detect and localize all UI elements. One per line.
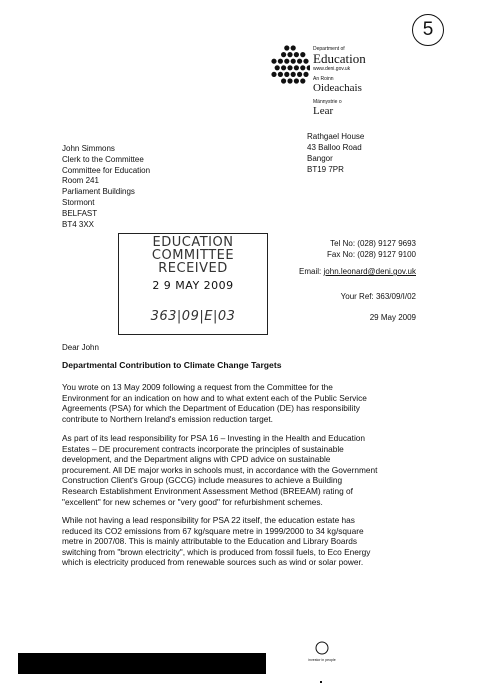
paragraph-line: development, and the Department aligns with CPD advice on sustainable xyxy=(62,454,331,465)
logo-dot xyxy=(297,72,302,77)
recipient-line: Parliament Buildings xyxy=(62,187,135,197)
paragraph-line: metre in 2007/08. This is mainly attributable to the Education and Library Boards xyxy=(62,536,358,547)
paragraph-line: Research Establishment Environment Assessment Method (BREEAM) rating of xyxy=(62,485,353,496)
footer-mark-text: investor in people xyxy=(308,658,336,662)
dept-ga-label: An Roinn xyxy=(313,76,334,82)
logo-dot xyxy=(300,65,305,70)
email-link[interactable]: john.leonard@deni.gov.uk xyxy=(323,267,416,276)
recipient-line: Clerk to the Committee xyxy=(62,154,144,164)
recipient-address xyxy=(62,144,150,230)
logo-dot xyxy=(275,65,280,70)
stamp-line-1: EDUCATION xyxy=(152,235,234,250)
email-row xyxy=(282,266,416,277)
paragraph-line: As part of its lead responsibility for PSA 16 – Investing in the Health and Education xyxy=(62,433,366,443)
page-number-circle: 5 xyxy=(412,14,444,46)
paragraph-line: You wrote on 13 May 2009 following a request from the Committee for the xyxy=(62,382,333,392)
logo-dot xyxy=(294,65,299,70)
paragraph-line: Environment for an indication on how and to what extent each of the Public Service xyxy=(62,392,367,403)
logo-dot xyxy=(291,59,296,64)
recipient-line: Room 241 xyxy=(62,176,99,186)
fax-number: Fax No: (028) 9127 9100 xyxy=(327,250,416,259)
recipient-line: Committee for Education xyxy=(62,165,151,175)
recipient-line: Stormont xyxy=(62,197,95,207)
salutation: Dear John xyxy=(62,343,99,352)
logo-dot xyxy=(307,65,310,70)
dept-website: www.deni.gov.uk xyxy=(313,66,351,72)
logo-dot xyxy=(300,52,305,57)
paragraph-line: Construction Client's Group (GCCG) include measures to achieve a Building xyxy=(62,475,343,486)
logo-dot xyxy=(291,45,296,50)
logo-dot xyxy=(271,59,276,64)
sender-address xyxy=(307,131,364,175)
sender-address-line: 43 Balloo Road xyxy=(307,143,362,152)
letter-subject: Departmental Contribution to Climate Change Targets xyxy=(62,360,282,370)
department-letterhead xyxy=(313,46,423,118)
paragraph-line: which is electricity produced from renewable sources such as wind or solar power. xyxy=(62,557,364,568)
logo-dot xyxy=(287,65,292,70)
logo-dot xyxy=(294,78,299,83)
your-ref: Your Ref: 363/09/I/02 xyxy=(340,292,416,301)
recipient-line: BELFAST xyxy=(62,208,98,218)
paragraph-line: procurement. All DE major works in schools must, in accordance with the Government xyxy=(62,464,378,475)
dept-us-name: Lear xyxy=(313,105,334,117)
redaction-bar xyxy=(18,653,266,674)
dept-en-name: Education xyxy=(313,51,366,66)
paragraph-line: contribute to Northern Ireland's emission reduction target. xyxy=(62,413,273,424)
received-stamp xyxy=(118,233,268,335)
logo-dot xyxy=(278,59,283,64)
logo-dot xyxy=(278,72,283,77)
logo-dot xyxy=(281,52,286,57)
logo-dot xyxy=(291,72,296,77)
paragraph-line: switching from "brown electricity", which is produced from fossil fuels, to Eco Energy xyxy=(62,546,371,557)
sender-address-line: Rathgael House xyxy=(307,132,365,141)
email-label: Email: xyxy=(299,267,322,276)
sender-address-line: BT19 7PR xyxy=(307,165,344,174)
stamp-line-2: COMMITTEE xyxy=(151,248,235,263)
paragraph-2 xyxy=(62,433,422,507)
contact-block xyxy=(290,238,416,260)
paragraph-line: Agreements (PSA) for which the Department of Education (DE) has responsibility xyxy=(62,403,360,414)
letter-date: 29 May 2009 xyxy=(369,313,416,322)
paragraph-line: While not having a lead responsibility for PSA 22 itself, the education estate has xyxy=(62,515,355,525)
department-logo-icon xyxy=(270,44,310,86)
logo-dot xyxy=(287,78,292,83)
logo-dot xyxy=(297,59,302,64)
logo-dot xyxy=(284,72,289,77)
recipient-line: BT4 3XX xyxy=(62,219,95,229)
dept-us-label: Männystrie o xyxy=(313,99,342,105)
stamp-date: 2 9 MAY 2009 xyxy=(152,279,234,292)
logo-dot xyxy=(271,72,276,77)
logo-dot xyxy=(284,59,289,64)
footer-dot xyxy=(320,681,322,683)
paragraph-3 xyxy=(62,515,422,568)
logo-dot xyxy=(281,78,286,83)
paragraph-line: "excellent" for new schemes or "very good" for refurbishment schemes. xyxy=(62,496,323,507)
dept-ga-name: Oideachais xyxy=(313,82,362,94)
sender-address-line: Bangor xyxy=(307,154,333,163)
logo-dot xyxy=(281,65,286,70)
logo-dot xyxy=(287,52,292,57)
logo-dot xyxy=(284,45,289,50)
logo-dot xyxy=(294,52,299,57)
recipient-line: John Simmons xyxy=(62,144,115,153)
stamp-handwritten-ref: 363|09|E|03 xyxy=(150,309,236,324)
investors-in-people-icon xyxy=(314,640,330,658)
logo-dot xyxy=(303,72,308,77)
paragraph-line: reduced its CO2 emissions from 67 kg/square metre in 1999/2000 to 34 kg/square xyxy=(62,525,364,536)
paragraph-1 xyxy=(62,382,412,424)
tel-number: Tel No: (028) 9127 9693 xyxy=(330,239,416,248)
paragraph-line: Estates – DE procurement contracts incorporate the principles of sustainable xyxy=(62,443,344,454)
dept-en-label: Department of xyxy=(313,46,345,52)
logo-dot xyxy=(300,78,305,83)
logo-dot xyxy=(303,59,308,64)
stamp-line-3: RECEIVED xyxy=(158,261,228,276)
